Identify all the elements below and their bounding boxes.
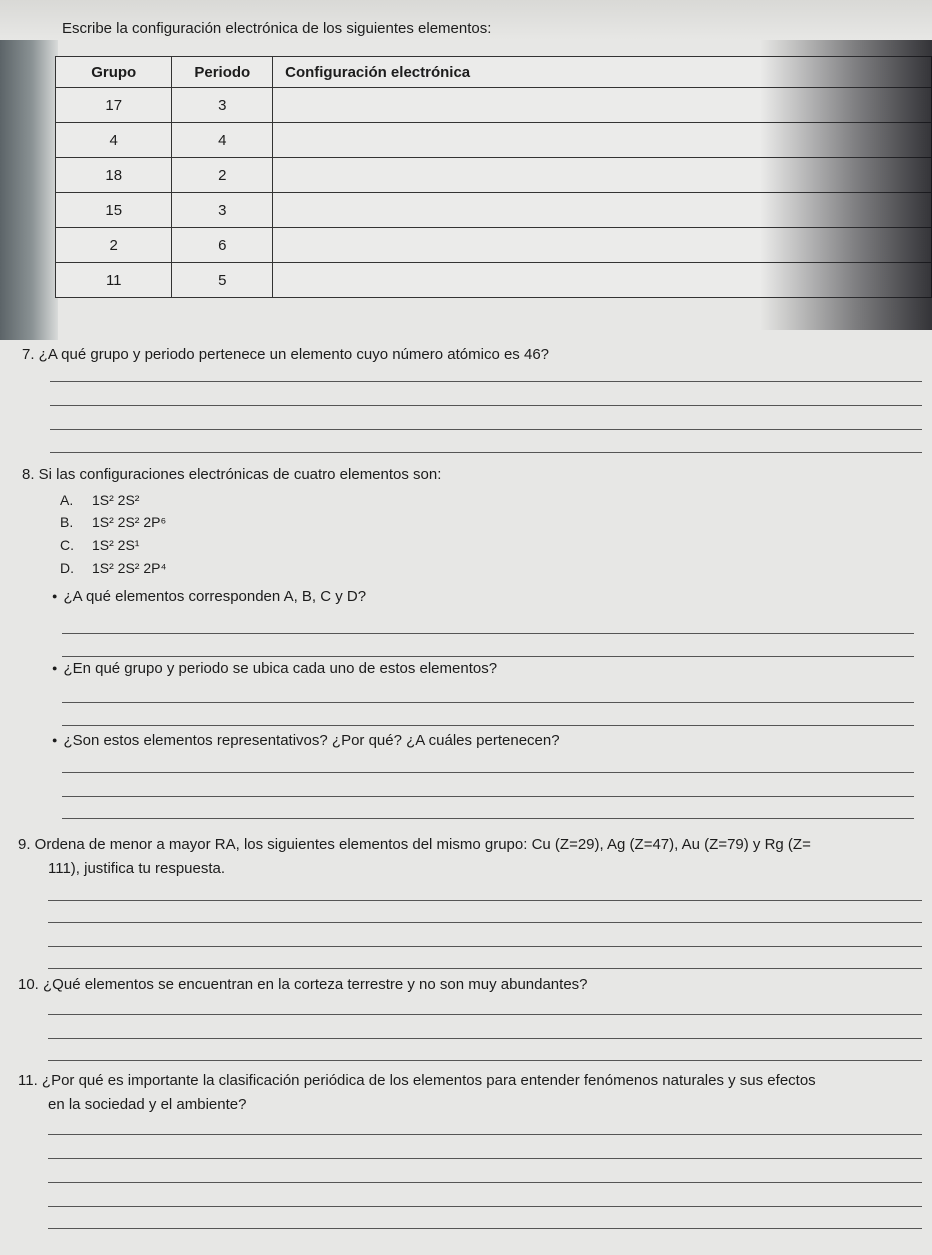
answer-line [62,772,914,773]
question-11-line2: en la sociedad y el ambiente? [48,1096,247,1113]
answer-line [62,818,914,819]
cell-group: 18 [56,158,172,193]
answer-line [62,725,914,726]
answer-line [50,429,922,430]
header-config: Configuración electrónica [273,57,932,88]
question-11-line1: 11. ¿Por qué es importante la clasificación periódica de los elementos para entender fenómenos naturales y sus efectos [18,1072,816,1089]
answer-line [62,656,914,657]
cell-period: 5 [172,263,273,298]
answer-line [48,922,922,923]
question-9-line1: 9. Ordena de menor a mayor RA, los siguientes elementos del mismo grupo: Cu (Z=29), Ag (Z=47), Au (Z=79) y Rg (Z= [18,836,811,853]
option-config: 1S² 2S² 2P⁴ [92,560,167,576]
answer-line [62,796,914,797]
cell-period: 3 [172,88,273,123]
answer-line [50,452,922,453]
cell-group: 4 [56,123,172,158]
answer-line [50,405,922,406]
cell-group: 2 [56,228,172,263]
option-a [60,492,139,508]
answer-line [48,1038,922,1039]
question-7: 7. ¿A qué grupo y periodo pertenece un elemento cuyo número atómico es 46? [22,346,549,363]
sub-question-b: ● ¿En qué grupo y periodo se ubica cada uno de estos elementos? [52,660,497,677]
answer-line [48,1158,922,1159]
sub-question-c: ● ¿Son estos elementos representativos? ¿Por qué? ¿A cuáles pertenecen? [52,732,560,749]
table-instruction: Escribe la configuración electrónica de los siguientes elementos: [62,20,492,37]
sub-question-a: ● ¿A qué elementos corresponden A, B, C y D? [52,588,366,605]
option-label: D. [60,560,74,576]
answer-line [48,1134,922,1135]
right-shadow [760,40,932,330]
answer-line [62,633,914,634]
cell-group: 17 [56,88,172,123]
option-config: 1S² 2S² [92,492,140,508]
question-10: 10. ¿Qué elementos se encuentran en la corteza terrestre y no son muy abundantes? [18,976,588,993]
header-group: Grupo [56,57,172,88]
answer-line [48,900,922,901]
cell-period: 4 [172,123,273,158]
answer-line [48,1206,922,1207]
answer-line [48,1182,922,1183]
option-config: 1S² 2S² 2P⁶ [92,514,167,530]
answer-line [50,381,922,382]
answer-line [48,1014,922,1015]
cell-period: 3 [172,193,273,228]
option-label: C. [60,537,74,553]
option-d [60,560,167,576]
question-8: 8. Si las configuraciones electrónicas de cuatro elementos son: [22,466,442,483]
option-c [60,537,139,553]
left-edge-shadow [0,40,58,340]
option-label: B. [60,514,74,530]
option-config: 1S² 2S¹ [92,537,140,553]
question-9-line2: 111), justifica tu respuesta. [48,860,226,877]
cell-period: 2 [172,158,273,193]
answer-line [48,1060,922,1061]
answer-line [48,968,922,969]
option-b [60,514,166,530]
header-period: Periodo [172,57,273,88]
cell-group: 11 [56,263,172,298]
cell-period: 6 [172,228,273,263]
answer-line [48,946,922,947]
answer-line [62,702,914,703]
answer-line [48,1228,922,1229]
cell-group: 15 [56,193,172,228]
option-label: A. [60,492,74,508]
